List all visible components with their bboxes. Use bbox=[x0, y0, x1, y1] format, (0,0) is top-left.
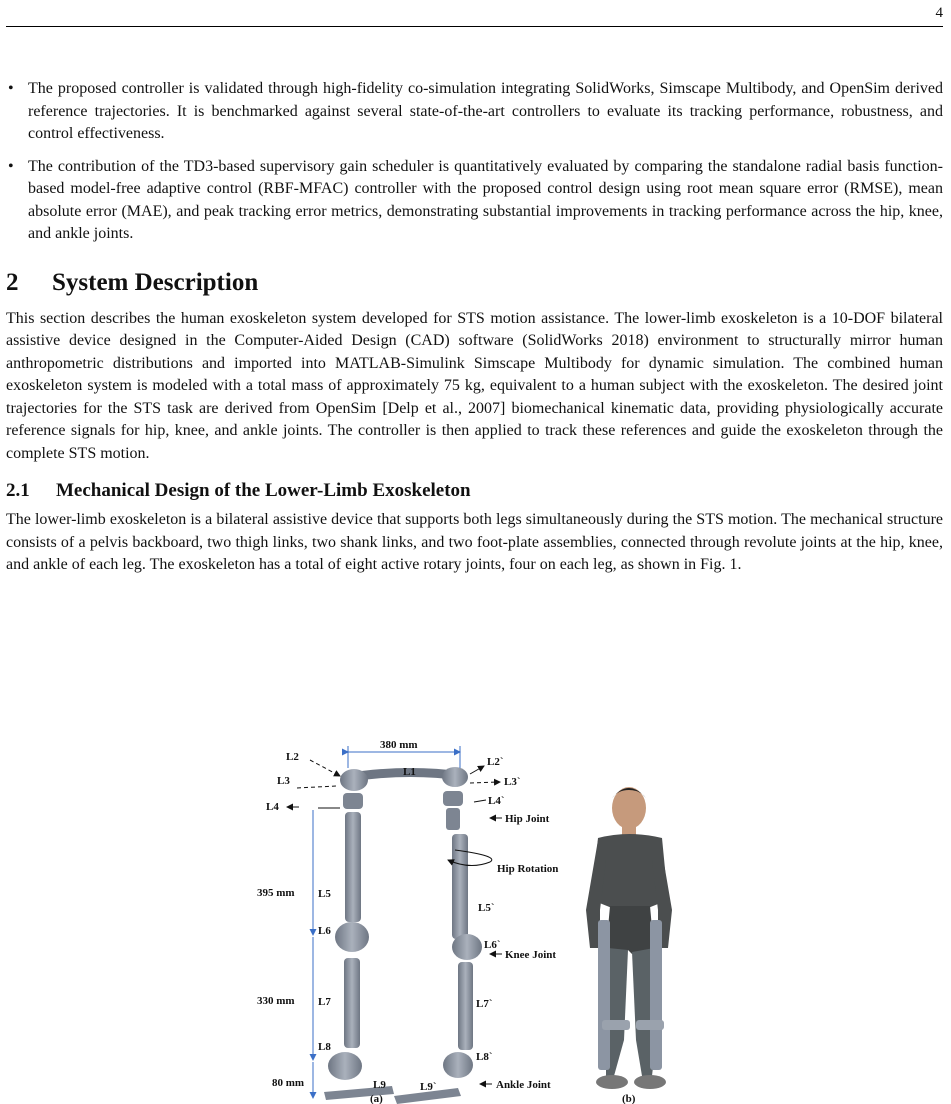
hip-joint-right bbox=[443, 791, 463, 806]
link-label: L6` bbox=[484, 939, 501, 951]
link-label: L3 bbox=[277, 775, 290, 787]
head bbox=[612, 787, 646, 829]
thigh-link-right bbox=[452, 834, 468, 939]
link-label: L7` bbox=[476, 998, 493, 1010]
caption-b: (b) bbox=[622, 1093, 636, 1104]
hip-joint-label: Hip Joint bbox=[505, 813, 550, 825]
hip-rotation-joint-right bbox=[446, 808, 460, 830]
section-paragraph: This section describes the human exoskeleton system developed for STS motion assistance. The lower-limb exoskeleton is a 10-DOF bilateral assistive device designed in the Computer-Aided Design (CAD) software (SolidWorks 2018) environment to structurally mirror human anthropometric distributions and imported into MATLAB-Simulink Simscape Multibody for dynamic simulation. The combined human exoskeleton system is modeled with a total mass of approximately 75 kg, equivalent to a human subject with the exoskeleton. The desired joint trajectories for the STS task are derived from OpenSim [Delp et al., 2007] biomechanical kinematic data, providing physiologically accurate reference signals for hip, knee, and ankle joints. The controller is then applied to track these references and guide the exoskeleton through the complete STS motion. bbox=[6, 309, 943, 462]
link-label: L7 bbox=[318, 996, 331, 1008]
link-label: L8 bbox=[318, 1041, 331, 1053]
hip-rotation-label: Hip Rotation bbox=[497, 863, 559, 875]
shoe-left bbox=[596, 1075, 628, 1089]
subsection-paragraph: The lower-limb exoskeleton is a bilateral assistive device that supports both legs simultaneously during the STS motion. The mechanical structure consists of a pelvis backboard, two thigh links, two shank links, and two foot-plate assemblies, connected through revolute joints at the hip, knee, and ankle of each leg. The exoskeleton has a total of eight active rotary joints, four on each leg, as shown in Fig. 1. bbox=[6, 511, 943, 573]
caption-a: (a) bbox=[370, 1093, 383, 1104]
page-content bbox=[6, 78, 943, 591]
figure-1-graphic bbox=[0, 740, 951, 1104]
dimension-label-thigh: 395 mm bbox=[257, 887, 295, 899]
thigh-link-left bbox=[345, 812, 361, 922]
figure-1 bbox=[0, 740, 951, 1104]
shank-link-right bbox=[458, 962, 473, 1050]
hip-cap-right bbox=[442, 767, 468, 787]
list-item: • The proposed controller is validated through high-fidelity co-simulation integrating SolidWorks, Simscape Multibody, and OpenSim derived reference trajectories. It is benchmarked against several state-of-the-art controllers to evaluate its tracking performance, robustness, and control effectiveness. bbox=[8, 80, 943, 142]
link-label: L5` bbox=[478, 902, 495, 914]
link-label: L6 bbox=[318, 925, 331, 937]
ankle-joint-label: Ankle Joint bbox=[496, 1079, 551, 1091]
dimension-label-foot: 80 mm bbox=[272, 1077, 305, 1089]
human-exoskeleton-render bbox=[586, 787, 672, 1089]
link-label: L2` bbox=[487, 756, 504, 768]
link-label: L1 bbox=[403, 766, 416, 778]
link-label: L4` bbox=[488, 795, 505, 807]
hip-cap-left bbox=[340, 769, 368, 791]
section-heading bbox=[6, 268, 943, 298]
shoe-right bbox=[634, 1075, 666, 1089]
dimension-label-width: 380 mm bbox=[380, 740, 418, 751]
subsection-title: Mechanical Design of the Lower-Limb Exoskeleton bbox=[56, 480, 471, 501]
link-label: L2 bbox=[286, 751, 299, 763]
link-label: L8` bbox=[476, 1051, 493, 1063]
bullet-text: The contribution of the TD3-based supervisory gain scheduler is quantitatively evaluated by comparing the standalone radial basis function-based model-free adaptive control (RBF-MFAC) controller with the proposed control design using root mean square error (RMSE), mean absolute error (MAE), and peak tracking error metrics, demonstrating substantial improvements in tracking performance across the hip, knee, and ankle joints. bbox=[28, 157, 943, 242]
ankle-joint-left bbox=[328, 1052, 362, 1080]
bullet-text: The proposed controller is validated through high-fidelity co-simulation integrating SolidWorks, Simscape Multibody, and OpenSim derived reference trajectories. It is benchmarked against several state-of-the-art controllers to evaluate its tracking performance, robustness, and control effectiveness. bbox=[28, 80, 943, 142]
exoskeleton-cad-drawing bbox=[324, 767, 482, 1104]
exo-frame-right bbox=[650, 920, 662, 1070]
list-item: • The contribution of the TD3-based supervisory gain scheduler is quantitatively evaluated by comparing the standalone radial basis function-based model-free adaptive control (RBF-MFAC) controller with the proposed control design using root mean square error (RMSE), mean absolute error (MAE), and peak tracking error metrics, demonstrating substantial improvements in tracking performance across the hip, knee, and ankle joints. bbox=[8, 157, 943, 242]
subsection-number: 2.1 bbox=[6, 480, 30, 501]
knee-joint-right bbox=[452, 934, 482, 960]
link-label: L9 bbox=[373, 1079, 386, 1091]
page-number: 4 bbox=[935, 5, 943, 21]
shank-link-left bbox=[344, 958, 360, 1048]
link-label: L3` bbox=[504, 776, 521, 788]
hip-joint-left bbox=[343, 793, 363, 809]
section-title: System Description bbox=[52, 268, 259, 296]
subsection-heading bbox=[6, 479, 943, 503]
link-label: L4 bbox=[266, 801, 279, 813]
link-label: L5 bbox=[318, 888, 331, 900]
section-number: 2 bbox=[6, 268, 19, 296]
ankle-joint-right bbox=[443, 1052, 473, 1078]
contribution-list bbox=[6, 78, 943, 246]
dimension-label-shank: 330 mm bbox=[257, 995, 295, 1007]
header-rule bbox=[6, 26, 943, 27]
shorts bbox=[606, 906, 654, 954]
link-label: L9` bbox=[420, 1081, 437, 1093]
knee-joint-left bbox=[335, 922, 369, 952]
knee-joint-label: Knee Joint bbox=[505, 949, 557, 961]
dimension-lines bbox=[313, 746, 460, 1098]
exo-frame-left bbox=[598, 920, 610, 1070]
